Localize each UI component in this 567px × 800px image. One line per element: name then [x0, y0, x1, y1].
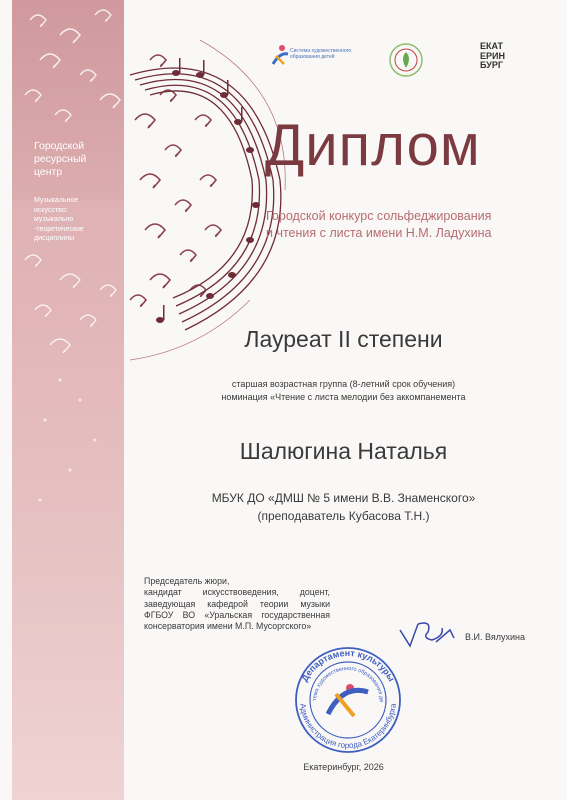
official-stamp [288, 644, 408, 754]
jury-line: заведующая кафедрой теории музыки [144, 598, 330, 609]
category-info [0, 378, 567, 404]
resource-center-subtitle [34, 196, 114, 244]
resource-center-sub-line: -теоретические [34, 225, 84, 233]
award-title: Лауреат II степени [244, 326, 443, 352]
contest-line: и чтения с листа имени Н.М. Ладухина [266, 226, 492, 240]
participant-name: Шалюгина Наталья [239, 438, 448, 464]
jury-line: кандидат искусствоведения, доцент, [144, 587, 330, 598]
stamp-emblem-icon [328, 684, 368, 716]
logo-line: ЕРИН [480, 50, 505, 61]
jury-line: ФГБОУ ВО «Уральская государственная [144, 609, 330, 620]
resource-center-title [34, 140, 114, 179]
logo-line: БУРГ [480, 60, 503, 70]
resource-center-sub-line: искусство: [34, 206, 68, 214]
contest-name [266, 208, 546, 242]
nomination: номинация «Чтение с листа мелодии без аккомпанемента [221, 392, 466, 402]
resource-center-line: центр [34, 166, 63, 178]
stamp-top-text: Департамент культуры [299, 647, 397, 684]
contest-line: Городской конкурс сольфеджирования [266, 209, 492, 223]
resource-center-line: ресурсный [34, 153, 87, 165]
school-name: МБУК ДО «ДМШ № 5 имени В.В. Знаменского» [211, 491, 476, 505]
dancer-icon [270, 44, 290, 68]
resource-center-sub-line: музыкально [34, 216, 74, 223]
signer-name: В.И. Вялухина [465, 632, 526, 642]
age-group: старшая возрастная группа (8-летний срок обучения) [231, 379, 456, 389]
teacher-name: (преподаватель Кубасова Т.Н.) [257, 509, 430, 523]
logo-line: ЕКАТ [480, 41, 504, 51]
stamp-inner-text: тема художественного образования де [312, 665, 385, 703]
jury-line: Председатель жюри, [144, 576, 230, 586]
diploma-title: Диплом [265, 113, 481, 178]
resource-center-sub-line: Музыкальное [34, 197, 79, 204]
city-year: Екатеринбург, 2026 [303, 762, 384, 772]
green-circle-logo [388, 42, 428, 82]
emblem-icon [388, 42, 424, 78]
logo-caption: Система художественного образования детей [290, 48, 352, 60]
school-info [0, 489, 567, 525]
resource-center-line: Городской [34, 140, 85, 152]
jury-line: консерватория имени М.П. Мусоргского» [144, 621, 312, 632]
stamp-bottom-text: Администрация города Екатеринбурга [298, 702, 398, 751]
resource-center-sub-line: дисциплины [34, 235, 75, 242]
jury-chair-block [144, 576, 330, 632]
yekaterinburg-logo [480, 42, 530, 78]
art-education-logo [270, 42, 380, 72]
